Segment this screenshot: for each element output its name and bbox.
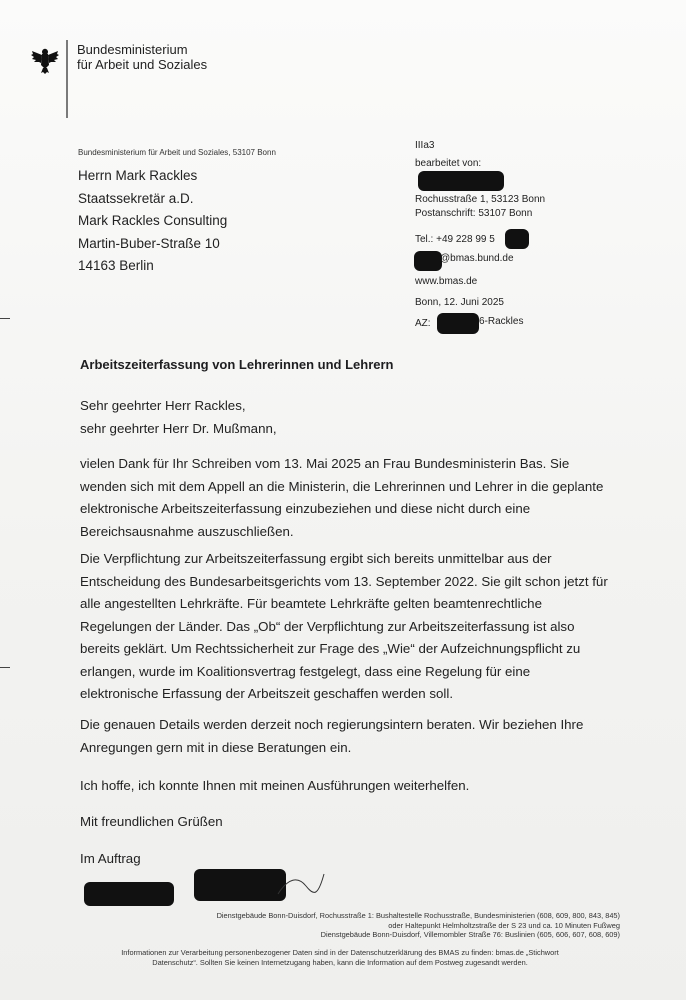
redaction-signature xyxy=(194,869,286,901)
return-address: Bundesministerium für Arbeit und Soziales, 53107 Bonn xyxy=(78,148,276,157)
signoff xyxy=(80,848,610,871)
info-email: @bmas.bund.de xyxy=(440,253,514,264)
paragraph-line: Anregungen gern mit in diese Beratungen ein. xyxy=(80,739,352,755)
ministry-name-line2: für Arbeit und Soziales xyxy=(77,57,208,72)
recipient-line3: Mark Rackles Consulting xyxy=(78,213,228,228)
letter-subject: Arbeitszeiterfassung von Lehrerinnen und Lehrern xyxy=(80,357,394,372)
paragraph-line: Die genauen Details werden derzeit noch regierungsintern beraten. Wir beziehen Ihre xyxy=(80,717,584,732)
signoff-line: Im Auftrag xyxy=(80,851,141,866)
letterhead-divider xyxy=(66,40,68,118)
paragraph-line: Die Verpflichtung zur Arbeitszeiterfassung ergibt sich bereits unmittelbar aus der xyxy=(80,551,552,566)
closing xyxy=(80,811,610,834)
paragraph-4 xyxy=(80,775,610,798)
footer-privacy xyxy=(80,948,600,967)
info-date: Bonn, 12. Juni 2025 xyxy=(415,297,504,308)
redaction-az xyxy=(437,313,479,334)
info-handled-by: bearbeitet von: xyxy=(415,158,482,169)
paragraph-1 xyxy=(80,453,610,543)
recipient-line2: Staatssekretär a.D. xyxy=(78,190,194,206)
ministry-name-line1: Bundesministerium xyxy=(77,42,188,57)
ministry-name xyxy=(77,42,207,72)
paragraph-line: wenden sich mit dem Appell an die Ministerin, die Lehrerinnen und Lehrer in die geplante xyxy=(80,478,604,494)
salutation-line1: Sehr geehrter Herr Rackles, xyxy=(80,398,246,413)
paragraph-line: alle angestellten Lehrkräfte. Für beamtete Lehrkräfte gelten beamtenrechtliche xyxy=(80,596,542,611)
redaction-signature-name xyxy=(84,882,174,906)
closing-line: Mit freundlichen Grüßen xyxy=(80,814,223,829)
redaction-name xyxy=(418,171,504,191)
info-az-prefix: AZ: xyxy=(415,318,431,329)
paragraph-line: Bereichsausnahme auszuschließen. xyxy=(80,523,294,539)
info-department: IIIa3 xyxy=(415,140,435,151)
footer-directions xyxy=(80,911,620,940)
paragraph-line: Entscheidung des Bundesarbeitsgerichts vom 13. September 2022. Sie gilt schon jetzt für xyxy=(80,573,608,589)
paragraph-line: elektronische Arbeitszeiterfassung einzubeziehen und diese nicht durch eine xyxy=(80,501,531,516)
footer-line1: Dienstgebäude Bonn-Duisdorf, Rochusstraße 1: Bushaltestelle Rochusstraße, Bundesministerien (608, 609, 800, 843, 845) xyxy=(216,911,620,920)
paragraph-line: vielen Dank für Ihr Schreiben vom 13. Mai 2025 an Frau Bundesministerin Bas. Sie xyxy=(80,456,570,471)
paragraph-3 xyxy=(80,714,610,759)
info-address: Rochusstraße 1, 53123 Bonn xyxy=(415,194,546,205)
footer-privacy-line2: Datenschutz“. Sollten Sie keinen Internetzugang haben, kann die Information auf dem Postweg zugesandt werden. xyxy=(152,957,528,967)
redaction-email xyxy=(414,251,442,271)
recipient-line1: Herrn Mark Rackles xyxy=(78,168,198,183)
salutation xyxy=(80,395,610,440)
info-az-suffix: 6-Rackles xyxy=(479,316,524,327)
footer-line2: oder Haltepunkt Helmholtzstraße der S 23 und ca. 10 Minuten Fußweg xyxy=(388,920,620,930)
fold-mark-top xyxy=(0,318,10,319)
paragraph-line: Ich hoffe, ich konnte Ihnen mit meinen Ausführungen weiterhelfen. xyxy=(80,778,470,793)
paragraph-line: erlangen, wurde im Koalitionsvertrag festgelegt, dass eine Regelung für eine xyxy=(80,663,531,679)
info-phone: Tel.: +49 228 99 5 xyxy=(415,234,495,245)
recipient-line4: Martin-Buber-Straße 10 xyxy=(78,235,220,251)
fold-mark-bottom xyxy=(0,667,10,668)
recipient-line5: 14163 Berlin xyxy=(78,258,154,273)
info-postal: Postanschrift: 53107 Bonn xyxy=(415,208,533,219)
paragraph-2 xyxy=(80,548,610,706)
paragraph-line: bereits geklärt. Um Rechtssicherheit zur Frage des „Wie“ der Aufzeichnungspflicht zu xyxy=(80,641,581,656)
info-web: www.bmas.de xyxy=(415,276,478,287)
recipient-address xyxy=(78,165,227,278)
redaction-phone xyxy=(505,229,529,249)
paragraph-line: Regelungen der Länder. Das „Ob“ der Verpflichtung zur Arbeitszeiterfassung ist also xyxy=(80,618,575,634)
footer-line3: Dienstgebäude Bonn-Duisdorf, Villemombler Straße 76: Buslinien (605, 606, 607, 608, 609) xyxy=(320,930,620,939)
salutation-line2: sehr geehrter Herr Dr. Mußmann, xyxy=(80,420,277,436)
federal-eagle-icon xyxy=(30,45,60,75)
paragraph-line: elektronische Erfassung der Arbeitszeit geschaffen werden soll. xyxy=(80,686,454,701)
footer-privacy-line1: Informationen zur Verarbeitung personenbezogener Daten sind in der Datenschutzerklärung des BMAS zu finden: bmas.de „Stichwort xyxy=(121,948,559,957)
signature-stroke xyxy=(276,868,326,900)
